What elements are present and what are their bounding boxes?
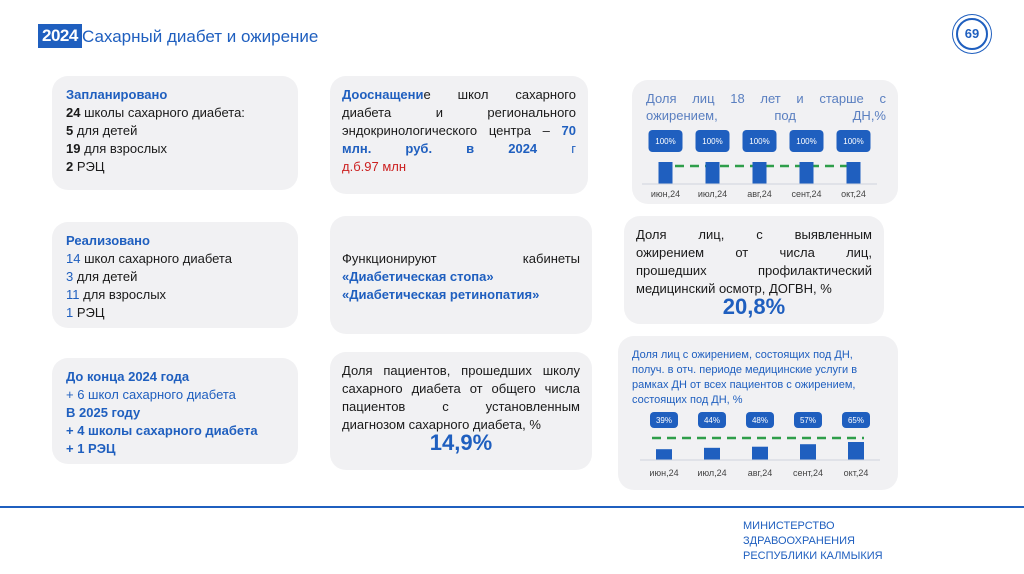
data-label: 100% bbox=[702, 137, 723, 146]
year-badge: 2024 bbox=[38, 24, 82, 48]
planned-line: 2 РЭЦ bbox=[66, 159, 105, 174]
ministry-name bbox=[743, 519, 883, 564]
realized-line: 3 для детей bbox=[66, 269, 138, 284]
school-share-line: сахарного диабета от общего числа bbox=[342, 381, 580, 396]
equipment-line: диабета и регионального bbox=[342, 105, 576, 120]
category-label: окт,24 bbox=[841, 189, 866, 199]
until-end-card bbox=[52, 358, 298, 464]
chart-bar bbox=[753, 162, 767, 184]
cabinets-card bbox=[330, 216, 592, 334]
realized-card bbox=[52, 222, 298, 328]
school-share-line: пациентов с установленным bbox=[342, 399, 580, 414]
equipment-line: Дооснащение школ сахарного bbox=[342, 87, 576, 102]
chart-bar bbox=[848, 442, 864, 460]
data-label: 39% bbox=[655, 416, 673, 425]
category-label: июл,24 bbox=[697, 189, 728, 199]
chart1-card bbox=[632, 80, 898, 204]
chart-bar bbox=[704, 448, 720, 460]
until-end-line: + 4 школы сахарного диабета bbox=[66, 423, 258, 438]
equipment-line: млн. руб. в 2024 г bbox=[342, 141, 577, 156]
chart-bar bbox=[800, 162, 814, 184]
obesity-line: ожирением от числа лиц, bbox=[636, 245, 872, 260]
cabinets-line: «Диабетическая стопа» bbox=[342, 269, 494, 284]
category-label: авг,24 bbox=[747, 468, 773, 478]
chart2-svg bbox=[628, 408, 888, 488]
category-label: июн,24 bbox=[650, 189, 681, 199]
obesity-detected-card bbox=[624, 216, 884, 324]
until-end-line: + 1 РЭЦ bbox=[66, 441, 116, 456]
equipment-card bbox=[330, 76, 588, 194]
chart2-title: Доля лиц с ожирением, состоящих под ДН, получ. в отч. периоде медицинские услуги в рамках ДН от всех пациентов с ожирением, состоящих под ДН, % bbox=[632, 349, 858, 406]
equipment-note: д.б.97 млн bbox=[342, 159, 407, 174]
chart-bar bbox=[800, 444, 816, 460]
data-label: 100% bbox=[655, 137, 676, 146]
page-title: Сахарный диабет и ожирение bbox=[82, 27, 319, 46]
school-share-line: Доля пациентов, прошедших школу bbox=[342, 363, 580, 378]
planned-heading: Запланировано bbox=[66, 87, 168, 102]
equipment-line: эндокринологического центра – 70 bbox=[342, 123, 576, 138]
realized-line: 14 школ сахарного диабета bbox=[66, 251, 232, 266]
realized-line: 1 РЭЦ bbox=[66, 305, 105, 320]
obesity-line: медицинский осмотр, ДОГВН, % bbox=[636, 281, 832, 296]
cabinets-line: Функционируют кабинеты bbox=[342, 251, 580, 266]
category-label: окт,24 bbox=[843, 468, 869, 478]
chart-bar bbox=[847, 162, 861, 184]
data-label: 65% bbox=[847, 416, 865, 425]
until-end-line: + 6 школ сахарного диабета bbox=[66, 387, 236, 402]
category-label: июл,24 bbox=[697, 468, 727, 478]
chart-bar bbox=[659, 162, 673, 184]
planned-line: 5 для детей bbox=[66, 123, 138, 138]
chart-bar bbox=[656, 449, 672, 460]
until-end-line: В 2025 году bbox=[66, 405, 141, 420]
school-share-card bbox=[330, 352, 592, 470]
footer-divider bbox=[0, 506, 1024, 508]
cabinets-line: «Диабетическая ретинопатия» bbox=[342, 287, 540, 302]
planned-line: 24 школы сахарного диабета: bbox=[66, 105, 245, 120]
school-share-value: 14,9% bbox=[429, 430, 493, 455]
category-label: сент,24 bbox=[792, 468, 824, 478]
realized-line: 11 для взрослых bbox=[66, 287, 167, 302]
chart-bar bbox=[752, 447, 768, 460]
obesity-detected-value: 20,8% bbox=[722, 294, 786, 319]
planned-line: 19 для взрослых bbox=[66, 141, 168, 156]
category-label: сент,24 bbox=[791, 189, 822, 199]
data-label: 48% bbox=[751, 416, 769, 425]
chart-bar bbox=[706, 162, 720, 184]
data-label: 57% bbox=[799, 416, 817, 425]
school-share-line: диагнозом сахарного диабета, % bbox=[342, 417, 541, 432]
ministry-line: РЕСПУБЛИКИ КАЛМЫКИЯ bbox=[743, 550, 883, 562]
realized-heading: Реализовано bbox=[66, 233, 150, 248]
data-label: 100% bbox=[796, 137, 817, 146]
planned-card bbox=[52, 76, 298, 190]
page-number: 69 bbox=[956, 18, 988, 50]
category-label: июн,24 bbox=[649, 468, 679, 478]
chart1-title: Доля лиц 18 лет и старше с ожирением, под ДН,% bbox=[646, 91, 886, 123]
obesity-line: Доля лиц, с выявленным bbox=[636, 227, 872, 242]
data-label: 100% bbox=[843, 137, 864, 146]
data-label: 44% bbox=[703, 416, 721, 425]
ministry-line: ЗДРАВООХРАНЕНИЯ bbox=[743, 535, 855, 547]
chart1-svg bbox=[642, 124, 882, 202]
obesity-line: прошедших профилактический bbox=[636, 263, 872, 278]
until-end-line: До конца 2024 года bbox=[66, 369, 190, 384]
chart2-card bbox=[618, 336, 898, 490]
category-label: авг,24 bbox=[747, 189, 772, 199]
data-label: 100% bbox=[749, 137, 770, 146]
ministry-line: МИНИСТЕРСТВО bbox=[743, 520, 835, 532]
